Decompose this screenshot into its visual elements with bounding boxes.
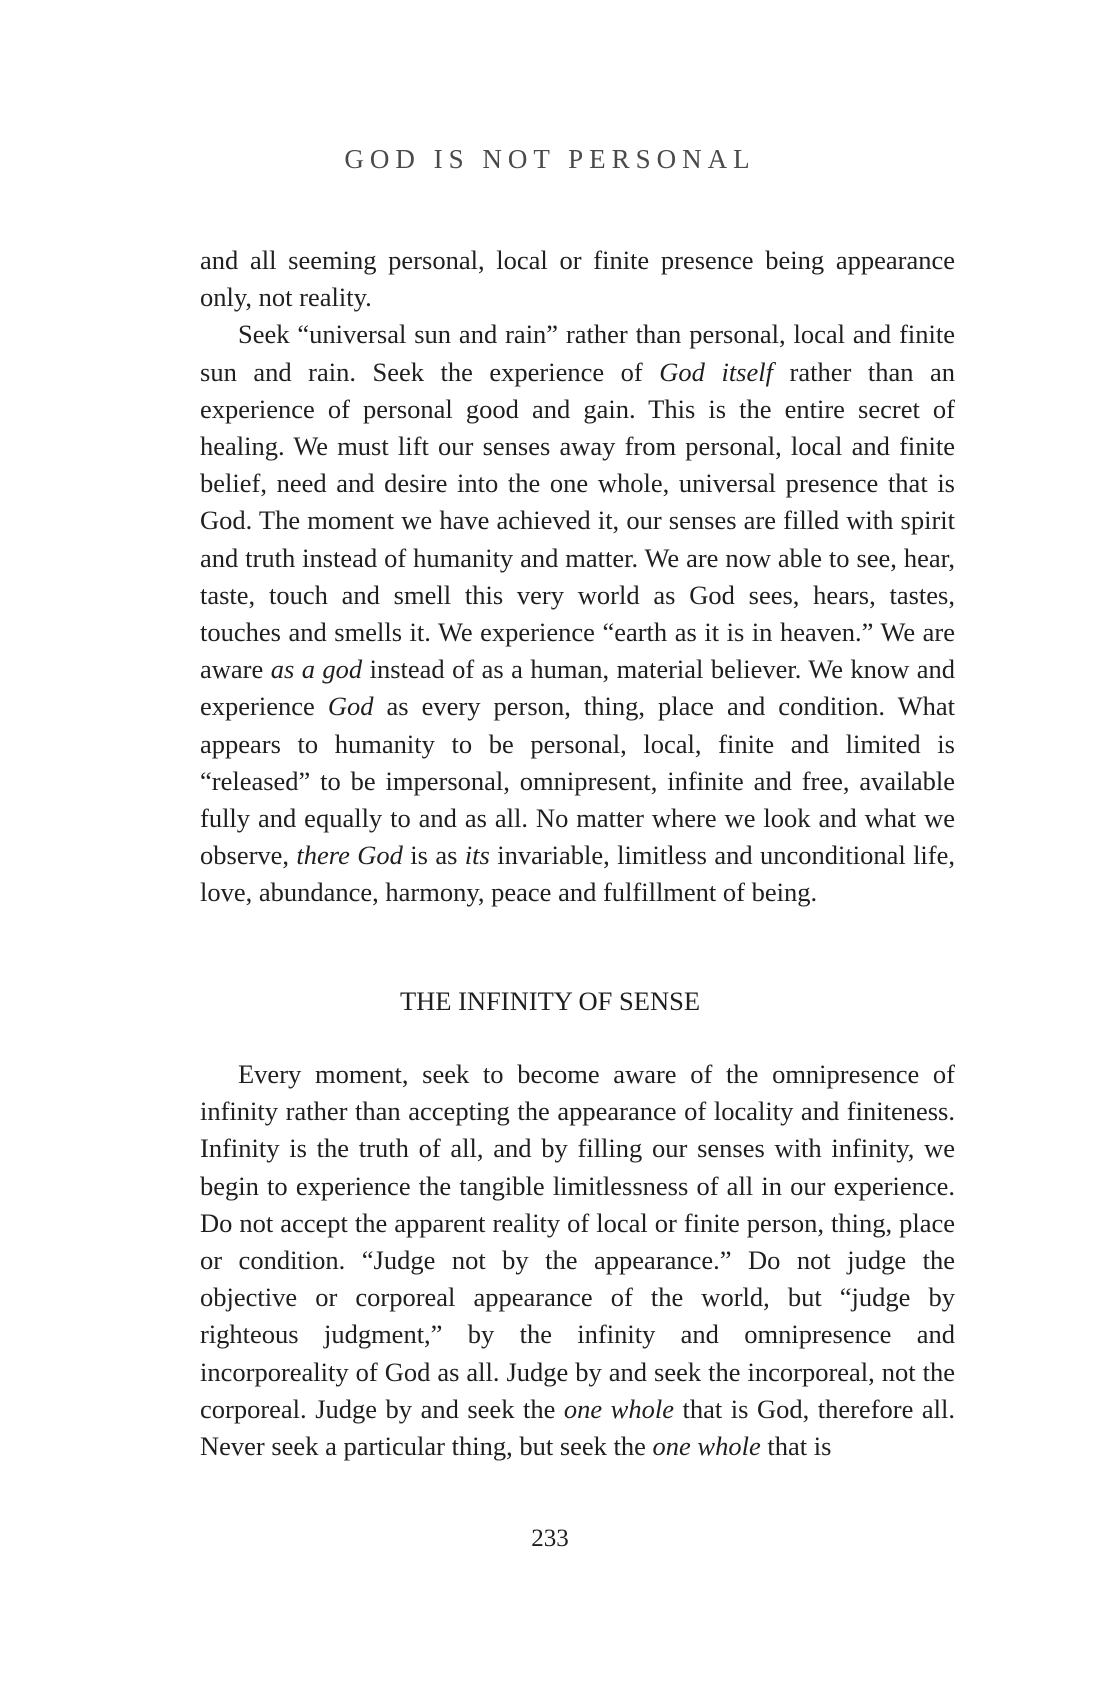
text-run: rather than an experience of personal good and gain. This is the entire secret of healing. We must lift our senses away from personal, local and finite belief, need and desire into the one whole, universal presence that is God. The moment we have achieved it, our senses are filled with spirit and truth instead of humanity and matter. We are now able to see, hear, taste, touch and smell this very world as God sees, hears, tastes, touches and smells it. We experience “earth as it is in heaven.” We are aware (200, 356, 955, 685)
italic-text: its (464, 840, 490, 871)
text-run: is as (402, 840, 465, 871)
italic-text: as a god (270, 654, 363, 685)
text-run: Seek “universal sun and rain” rather than personal, local and finite sun and rain. Seek the experience of (200, 319, 955, 387)
paragraph-continued: and all seeming personal, local or finite presence being appearance only, not reality. (200, 245, 955, 313)
page-number: 233 (531, 1525, 569, 1552)
text-run: Every moment, seek to become aware of the omnipresence of infinity rather than accepting the appearance of locality and finiteness. Infinity is the truth of all, and by filling our senses with infinity, we begin to experience the tangible limitlessness of all in our experience. Do not accept the apparent reality of local or finite person, thing, place or condition. “Judge not by the appearance.” Do not judge the objective or corporeal appearance of the world, but “judge by righteous judgment,” by the infinity and omnipresence and incorporeality of God as all. Judge by and seek the incorporeal, not the corporeal. Judge by and seek the (200, 1059, 955, 1424)
text-run: instead of as a human, material believer. We know and experience (200, 654, 955, 722)
running-head: GOD IS NOT PERSONAL (344, 144, 756, 174)
text-run: invariable, limitless and unconditional life, love, abundance, harmony, peace and fulfillment of being. (200, 840, 956, 908)
italic-text: one whole (652, 1431, 761, 1462)
paragraph (200, 1056, 955, 1465)
text-run: as every person, thing, place and condition. What appears to humanity to be personal, local, finite and limited is “released” to be impersonal, omnipresent, infinite and free, available fully and equally to and as all. No matter where we look and what we observe, (200, 691, 956, 871)
italic-text: God itself (659, 356, 773, 387)
italic-text: God (327, 691, 374, 722)
italic-text: there God (296, 840, 403, 871)
paragraph (200, 316, 955, 911)
text-run: that is (760, 1431, 832, 1462)
body-text-bottom (200, 1056, 955, 1465)
italic-text: one whole (563, 1393, 674, 1424)
text-run: that is God, therefore all. Never seek a particular thing, but seek the (200, 1393, 955, 1462)
body-text-top (200, 242, 955, 912)
section-heading: THE INFINITY OF SENSE (399, 986, 701, 1016)
